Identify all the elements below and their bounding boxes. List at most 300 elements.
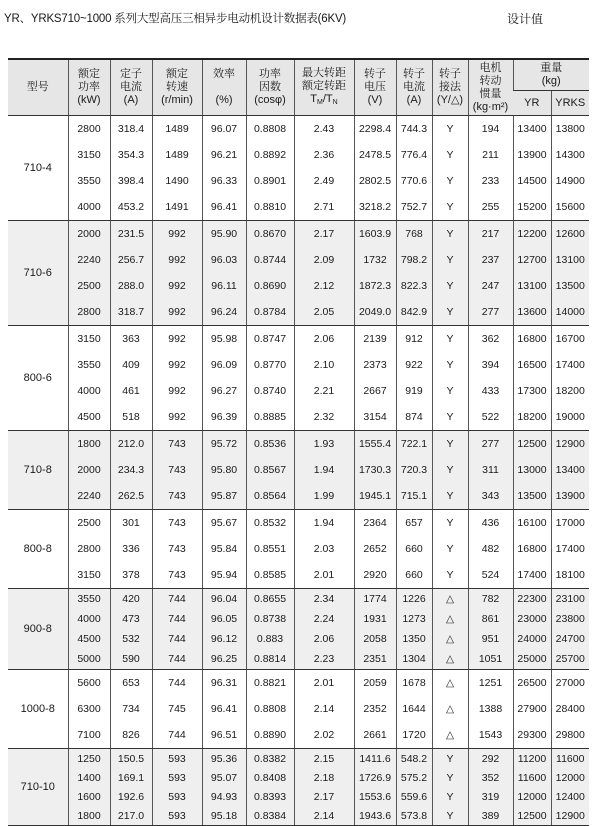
max-torque-cell: 2.05 [294, 299, 354, 326]
power-factor-cell: 0.8740 [246, 378, 294, 404]
max-torque-cell: 2.14 [294, 696, 354, 722]
max-torque-cell: 1.99 [294, 483, 354, 510]
speed-cell: 992 [152, 299, 202, 326]
speed-cell: 743 [152, 510, 202, 537]
speed-cell: 593 [152, 768, 202, 787]
speed-cell: 992 [152, 404, 202, 431]
weight-yrks-cell: 17400 [551, 536, 589, 562]
power-cell: 2240 [68, 483, 110, 510]
weight-yrks-cell: 19000 [551, 404, 589, 431]
rotor-current-cell: 660 [396, 536, 432, 562]
power-cell: 2800 [68, 299, 110, 326]
power-factor-cell: 0.8655 [246, 589, 294, 610]
efficiency-cell: 95.80 [202, 457, 246, 483]
max-torque-cell: 2.71 [294, 194, 354, 221]
document-title: YR、YRKS710~1000 系列大型高压三相异步电动机设计数据表(6KV) [4, 13, 347, 25]
rotor-voltage-cell: 2652 [354, 536, 396, 562]
rotor-connection-cell: Y [432, 562, 468, 589]
inertia-cell: 277 [468, 431, 513, 458]
weight-yrks-cell: 25700 [551, 649, 589, 670]
power-factor-cell: 0.8808 [246, 116, 294, 143]
speed-cell: 743 [152, 562, 202, 589]
efficiency-cell: 95.36 [202, 749, 246, 769]
rotor-voltage-cell: 2667 [354, 378, 396, 404]
power-factor-cell: 0.8770 [246, 352, 294, 378]
weight-yr-cell: 16100 [513, 510, 551, 537]
power-factor-cell: 0.8408 [246, 768, 294, 787]
current-cell: 262.5 [110, 483, 152, 510]
rotor-current-cell: 922 [396, 352, 432, 378]
rotor-voltage-cell: 1931 [354, 609, 396, 629]
table-row [8, 536, 589, 562]
speed-cell: 992 [152, 378, 202, 404]
power-factor-cell: 0.8690 [246, 273, 294, 299]
rotor-voltage-cell: 2661 [354, 722, 396, 749]
weight-yrks-cell: 17400 [551, 352, 589, 378]
power-cell: 2500 [68, 273, 110, 299]
weight-yrks-cell: 14900 [551, 168, 589, 194]
rotor-current-cell: 575.2 [396, 768, 432, 787]
weight-yr-cell: 12500 [513, 431, 551, 458]
current-cell: 318.7 [110, 299, 152, 326]
rotor-connection-cell: △ [432, 629, 468, 649]
max-torque-cell: 2.17 [294, 221, 354, 248]
current-cell: 734 [110, 696, 152, 722]
speed-cell: 744 [152, 609, 202, 629]
max-torque-cell: 2.23 [294, 649, 354, 670]
max-torque-cell: 2.34 [294, 589, 354, 610]
power-factor-cell: 0.8747 [246, 326, 294, 353]
rotor-current-cell: 744.3 [396, 116, 432, 143]
table-row [8, 247, 589, 273]
efficiency-cell: 96.21 [202, 142, 246, 168]
table-row [8, 116, 589, 143]
model-cell: 900-8 [8, 589, 68, 670]
model-group [8, 326, 589, 431]
rotor-voltage-cell: 2364 [354, 510, 396, 537]
rotor-voltage-cell: 2802.5 [354, 168, 396, 194]
weight-yr-cell: 11200 [513, 749, 551, 769]
max-torque-cell: 1.94 [294, 510, 354, 537]
power-cell: 2000 [68, 457, 110, 483]
rotor-voltage-cell: 2058 [354, 629, 396, 649]
speed-cell: 593 [152, 749, 202, 769]
speed-cell: 744 [152, 722, 202, 749]
rotor-current-cell: 752.7 [396, 194, 432, 221]
power-cell: 4000 [68, 378, 110, 404]
power-cell: 1250 [68, 749, 110, 769]
model-cell: 710-8 [8, 431, 68, 510]
power-factor-cell: 0.8564 [246, 483, 294, 510]
current-cell: 234.3 [110, 457, 152, 483]
motor-spec-table [8, 58, 589, 826]
table-row [8, 483, 589, 510]
table-row [8, 806, 589, 826]
weight-yr-cell: 13600 [513, 299, 551, 326]
weight-yrks-cell: 13400 [551, 457, 589, 483]
efficiency-cell: 96.24 [202, 299, 246, 326]
inertia-cell: 1051 [468, 649, 513, 670]
speed-cell: 992 [152, 352, 202, 378]
rotor-voltage-cell: 2298.4 [354, 116, 396, 143]
power-factor-cell: 0.8551 [246, 536, 294, 562]
current-cell: 398.4 [110, 168, 152, 194]
rotor-connection-cell: Y [432, 352, 468, 378]
rotor-connection-cell: △ [432, 696, 468, 722]
max-torque-cell: 2.10 [294, 352, 354, 378]
current-cell: 256.7 [110, 247, 152, 273]
weight-yrks-cell: 12400 [551, 787, 589, 806]
rotor-current-cell: 768 [396, 221, 432, 248]
rotor-voltage-cell: 2478.5 [354, 142, 396, 168]
rotor-connection-cell: Y [432, 116, 468, 143]
rotor-voltage-cell: 1945.1 [354, 483, 396, 510]
table-header [8, 59, 589, 116]
table-row [8, 431, 589, 458]
model-group [8, 221, 589, 326]
rotor-current-cell: 919 [396, 378, 432, 404]
power-cell: 4500 [68, 629, 110, 649]
rotor-voltage-cell: 2059 [354, 670, 396, 697]
inertia-cell: 433 [468, 378, 513, 404]
inertia-cell: 1388 [468, 696, 513, 722]
speed-cell: 992 [152, 247, 202, 273]
current-cell: 150.5 [110, 749, 152, 769]
rotor-connection-cell: △ [432, 609, 468, 629]
inertia-cell: 343 [468, 483, 513, 510]
current-cell: 518 [110, 404, 152, 431]
weight-yr-cell: 12200 [513, 221, 551, 248]
model-group [8, 749, 589, 826]
max-torque-cell: 2.01 [294, 562, 354, 589]
weight-yrks-cell: 27000 [551, 670, 589, 697]
inertia-cell: 217 [468, 221, 513, 248]
weight-yr-cell: 13000 [513, 457, 551, 483]
current-cell: 409 [110, 352, 152, 378]
weight-yrks-cell: 12900 [551, 431, 589, 458]
power-factor-cell: 0.8885 [246, 404, 294, 431]
efficiency-cell: 96.27 [202, 378, 246, 404]
rotor-voltage-cell: 1411.6 [354, 749, 396, 769]
rotor-voltage-cell: 2351 [354, 649, 396, 670]
weight-yrks-cell: 23100 [551, 589, 589, 610]
power-factor-cell: 0.8744 [246, 247, 294, 273]
table-row [8, 457, 589, 483]
current-cell: 420 [110, 589, 152, 610]
inertia-cell: 436 [468, 510, 513, 537]
weight-yr-cell: 26500 [513, 670, 551, 697]
table-row [8, 221, 589, 248]
power-cell: 6300 [68, 696, 110, 722]
power-cell: 2500 [68, 510, 110, 537]
current-cell: 653 [110, 670, 152, 697]
table-row [8, 352, 589, 378]
inertia-cell: 194 [468, 116, 513, 143]
power-factor-cell: 0.8393 [246, 787, 294, 806]
weight-yr-cell: 16800 [513, 536, 551, 562]
max-torque-cell: 2.09 [294, 247, 354, 273]
rotor-connection-cell: Y [432, 483, 468, 510]
weight-yr-cell: 25000 [513, 649, 551, 670]
table-row [8, 273, 589, 299]
speed-cell: 744 [152, 589, 202, 610]
max-torque-cell: 2.14 [294, 806, 354, 826]
rotor-voltage-cell: 2049.0 [354, 299, 396, 326]
max-torque-cell: 2.12 [294, 273, 354, 299]
max-torque-cell: 2.49 [294, 168, 354, 194]
weight-yr-cell: 13500 [513, 483, 551, 510]
weight-yrks-cell: 16700 [551, 326, 589, 353]
weight-yrks-cell: 17000 [551, 510, 589, 537]
weight-yrks-cell: 13900 [551, 483, 589, 510]
power-cell: 3150 [68, 142, 110, 168]
rotor-voltage-cell: 2920 [354, 562, 396, 589]
weight-yr-cell: 16500 [513, 352, 551, 378]
model-cell: 710-10 [8, 749, 68, 826]
speed-cell: 743 [152, 483, 202, 510]
power-factor-cell: 0.8384 [246, 806, 294, 826]
rotor-connection-cell: Y [432, 806, 468, 826]
power-cell: 3150 [68, 326, 110, 353]
efficiency-cell: 96.33 [202, 168, 246, 194]
weight-yrks-cell: 13500 [551, 273, 589, 299]
efficiency-cell: 96.51 [202, 722, 246, 749]
header-weight-yr: YR [513, 91, 551, 116]
efficiency-cell: 95.72 [202, 431, 246, 458]
header-efficiency: 效率 (%) [202, 59, 246, 116]
rotor-voltage-cell: 1774 [354, 589, 396, 610]
power-cell: 5600 [68, 670, 110, 697]
table-row [8, 670, 589, 697]
inertia-cell: 362 [468, 326, 513, 353]
model-group [8, 670, 589, 749]
rotor-connection-cell: Y [432, 457, 468, 483]
weight-yrks-cell: 13100 [551, 247, 589, 273]
weight-yrks-cell: 29800 [551, 722, 589, 749]
weight-yr-cell: 22300 [513, 589, 551, 610]
weight-yr-cell: 13100 [513, 273, 551, 299]
inertia-cell: 389 [468, 806, 513, 826]
inertia-cell: 211 [468, 142, 513, 168]
rotor-current-cell: 1720 [396, 722, 432, 749]
rotor-connection-cell: △ [432, 649, 468, 670]
rotor-current-cell: 770.6 [396, 168, 432, 194]
efficiency-cell: 96.12 [202, 629, 246, 649]
efficiency-cell: 96.07 [202, 116, 246, 143]
model-group [8, 510, 589, 589]
rotor-voltage-cell: 1732 [354, 247, 396, 273]
header-inertia: 电机 转动 惯量 (kg·m²) [468, 59, 513, 116]
weight-yrks-cell: 12600 [551, 221, 589, 248]
efficiency-cell: 96.41 [202, 194, 246, 221]
max-torque-cell: 2.36 [294, 142, 354, 168]
speed-cell: 1489 [152, 142, 202, 168]
efficiency-cell: 95.90 [202, 221, 246, 248]
rotor-current-cell: 657 [396, 510, 432, 537]
rotor-current-cell: 776.4 [396, 142, 432, 168]
current-cell: 192.6 [110, 787, 152, 806]
power-factor-cell: 0.8738 [246, 609, 294, 629]
weight-yrks-cell: 23800 [551, 609, 589, 629]
power-factor-cell: 0.8567 [246, 457, 294, 483]
power-cell: 1400 [68, 768, 110, 787]
speed-cell: 992 [152, 326, 202, 353]
rotor-current-cell: 874 [396, 404, 432, 431]
power-cell: 3550 [68, 168, 110, 194]
max-torque-cell: 2.03 [294, 536, 354, 562]
power-cell: 1800 [68, 431, 110, 458]
power-cell: 5000 [68, 649, 110, 670]
inertia-cell: 277 [468, 299, 513, 326]
power-cell: 4000 [68, 194, 110, 221]
max-torque-cell: 2.02 [294, 722, 354, 749]
inertia-cell: 255 [468, 194, 513, 221]
max-torque-cell: 2.06 [294, 326, 354, 353]
speed-cell: 744 [152, 629, 202, 649]
rotor-voltage-cell: 3154 [354, 404, 396, 431]
speed-cell: 593 [152, 806, 202, 826]
weight-yr-cell: 12500 [513, 806, 551, 826]
rotor-connection-cell: Y [432, 536, 468, 562]
inertia-cell: 394 [468, 352, 513, 378]
rotor-voltage-cell: 1726.9 [354, 768, 396, 787]
rotor-current-cell: 1304 [396, 649, 432, 670]
model-cell: 710-4 [8, 116, 68, 221]
model-group [8, 431, 589, 510]
header-power: 额定 功率 (kW) [68, 59, 110, 116]
weight-yrks-cell: 28400 [551, 696, 589, 722]
inertia-cell: 319 [468, 787, 513, 806]
max-torque-cell: 2.18 [294, 768, 354, 787]
current-cell: 336 [110, 536, 152, 562]
rotor-voltage-cell: 2352 [354, 696, 396, 722]
power-factor-cell: 0.8585 [246, 562, 294, 589]
efficiency-cell: 96.09 [202, 352, 246, 378]
efficiency-cell: 96.05 [202, 609, 246, 629]
efficiency-cell: 94.93 [202, 787, 246, 806]
power-factor-cell: 0.8784 [246, 299, 294, 326]
table-row [8, 378, 589, 404]
power-cell: 2800 [68, 536, 110, 562]
current-cell: 301 [110, 510, 152, 537]
speed-cell: 593 [152, 787, 202, 806]
rotor-connection-cell: △ [432, 670, 468, 697]
table-row [8, 787, 589, 806]
speed-cell: 1489 [152, 116, 202, 143]
rotor-connection-cell: Y [432, 787, 468, 806]
rotor-connection-cell: Y [432, 168, 468, 194]
inertia-cell: 237 [468, 247, 513, 273]
weight-yr-cell: 29300 [513, 722, 551, 749]
model-group [8, 589, 589, 670]
max-torque-cell: 1.93 [294, 431, 354, 458]
inertia-cell: 233 [468, 168, 513, 194]
table-row [8, 194, 589, 221]
rotor-current-cell: 1350 [396, 629, 432, 649]
table-row [8, 168, 589, 194]
weight-yr-cell: 17300 [513, 378, 551, 404]
rotor-connection-cell: Y [432, 221, 468, 248]
power-factor-cell: 0.8670 [246, 221, 294, 248]
weight-yrks-cell: 15600 [551, 194, 589, 221]
rotor-current-cell: 720.3 [396, 457, 432, 483]
weight-yr-cell: 12700 [513, 247, 551, 273]
current-cell: 590 [110, 649, 152, 670]
weight-yr-cell: 23000 [513, 609, 551, 629]
table-row [8, 696, 589, 722]
inertia-cell: 951 [468, 629, 513, 649]
weight-yr-cell: 16800 [513, 326, 551, 353]
table-row [8, 722, 589, 749]
model-cell: 800-8 [8, 510, 68, 589]
rotor-current-cell: 715.1 [396, 483, 432, 510]
header-rotor-voltage: 转子 电压 (V) [354, 59, 396, 116]
rotor-connection-cell: Y [432, 142, 468, 168]
rotor-connection-cell: Y [432, 431, 468, 458]
current-cell: 453.2 [110, 194, 152, 221]
speed-cell: 992 [152, 273, 202, 299]
weight-yrks-cell: 14300 [551, 142, 589, 168]
power-cell: 2000 [68, 221, 110, 248]
efficiency-cell: 95.84 [202, 536, 246, 562]
inertia-cell: 482 [468, 536, 513, 562]
rotor-voltage-cell: 1872.3 [354, 273, 396, 299]
rotor-voltage-cell: 1603.9 [354, 221, 396, 248]
current-cell: 231.5 [110, 221, 152, 248]
model-cell: 1000-8 [8, 670, 68, 749]
table-row [8, 510, 589, 537]
header-rotor-current: 转子 电流 (A) [396, 59, 432, 116]
current-cell: 169.1 [110, 768, 152, 787]
inertia-cell: 1251 [468, 670, 513, 697]
header-model: 型号 [8, 59, 68, 116]
rotor-voltage-cell: 1555.4 [354, 431, 396, 458]
current-cell: 461 [110, 378, 152, 404]
rotor-connection-cell: Y [432, 378, 468, 404]
current-cell: 473 [110, 609, 152, 629]
power-cell: 3550 [68, 352, 110, 378]
rotor-voltage-cell: 2373 [354, 352, 396, 378]
inertia-cell: 1543 [468, 722, 513, 749]
header-rotor-connection: 转子 接法 (Y/△) [432, 59, 468, 116]
weight-yr-cell: 12000 [513, 787, 551, 806]
speed-cell: 743 [152, 431, 202, 458]
rotor-current-cell: 1226 [396, 589, 432, 610]
speed-cell: 1490 [152, 168, 202, 194]
rotor-current-cell: 1678 [396, 670, 432, 697]
rotor-voltage-cell: 3218.2 [354, 194, 396, 221]
power-factor-cell: 0.8821 [246, 670, 294, 697]
weight-yr-cell: 14500 [513, 168, 551, 194]
inertia-cell: 524 [468, 562, 513, 589]
rotor-connection-cell: Y [432, 326, 468, 353]
max-torque-cell: 2.01 [294, 670, 354, 697]
efficiency-cell: 96.39 [202, 404, 246, 431]
weight-yrks-cell: 11600 [551, 749, 589, 769]
inertia-cell: 352 [468, 768, 513, 787]
efficiency-cell: 96.25 [202, 649, 246, 670]
rotor-current-cell: 912 [396, 326, 432, 353]
current-cell: 363 [110, 326, 152, 353]
efficiency-cell: 96.41 [202, 696, 246, 722]
max-torque-cell: 2.24 [294, 609, 354, 629]
current-cell: 212.0 [110, 431, 152, 458]
efficiency-cell: 95.98 [202, 326, 246, 353]
model-cell: 800-6 [8, 326, 68, 431]
weight-yr-cell: 18200 [513, 404, 551, 431]
rotor-voltage-cell: 1730.3 [354, 457, 396, 483]
rotor-current-cell: 1273 [396, 609, 432, 629]
